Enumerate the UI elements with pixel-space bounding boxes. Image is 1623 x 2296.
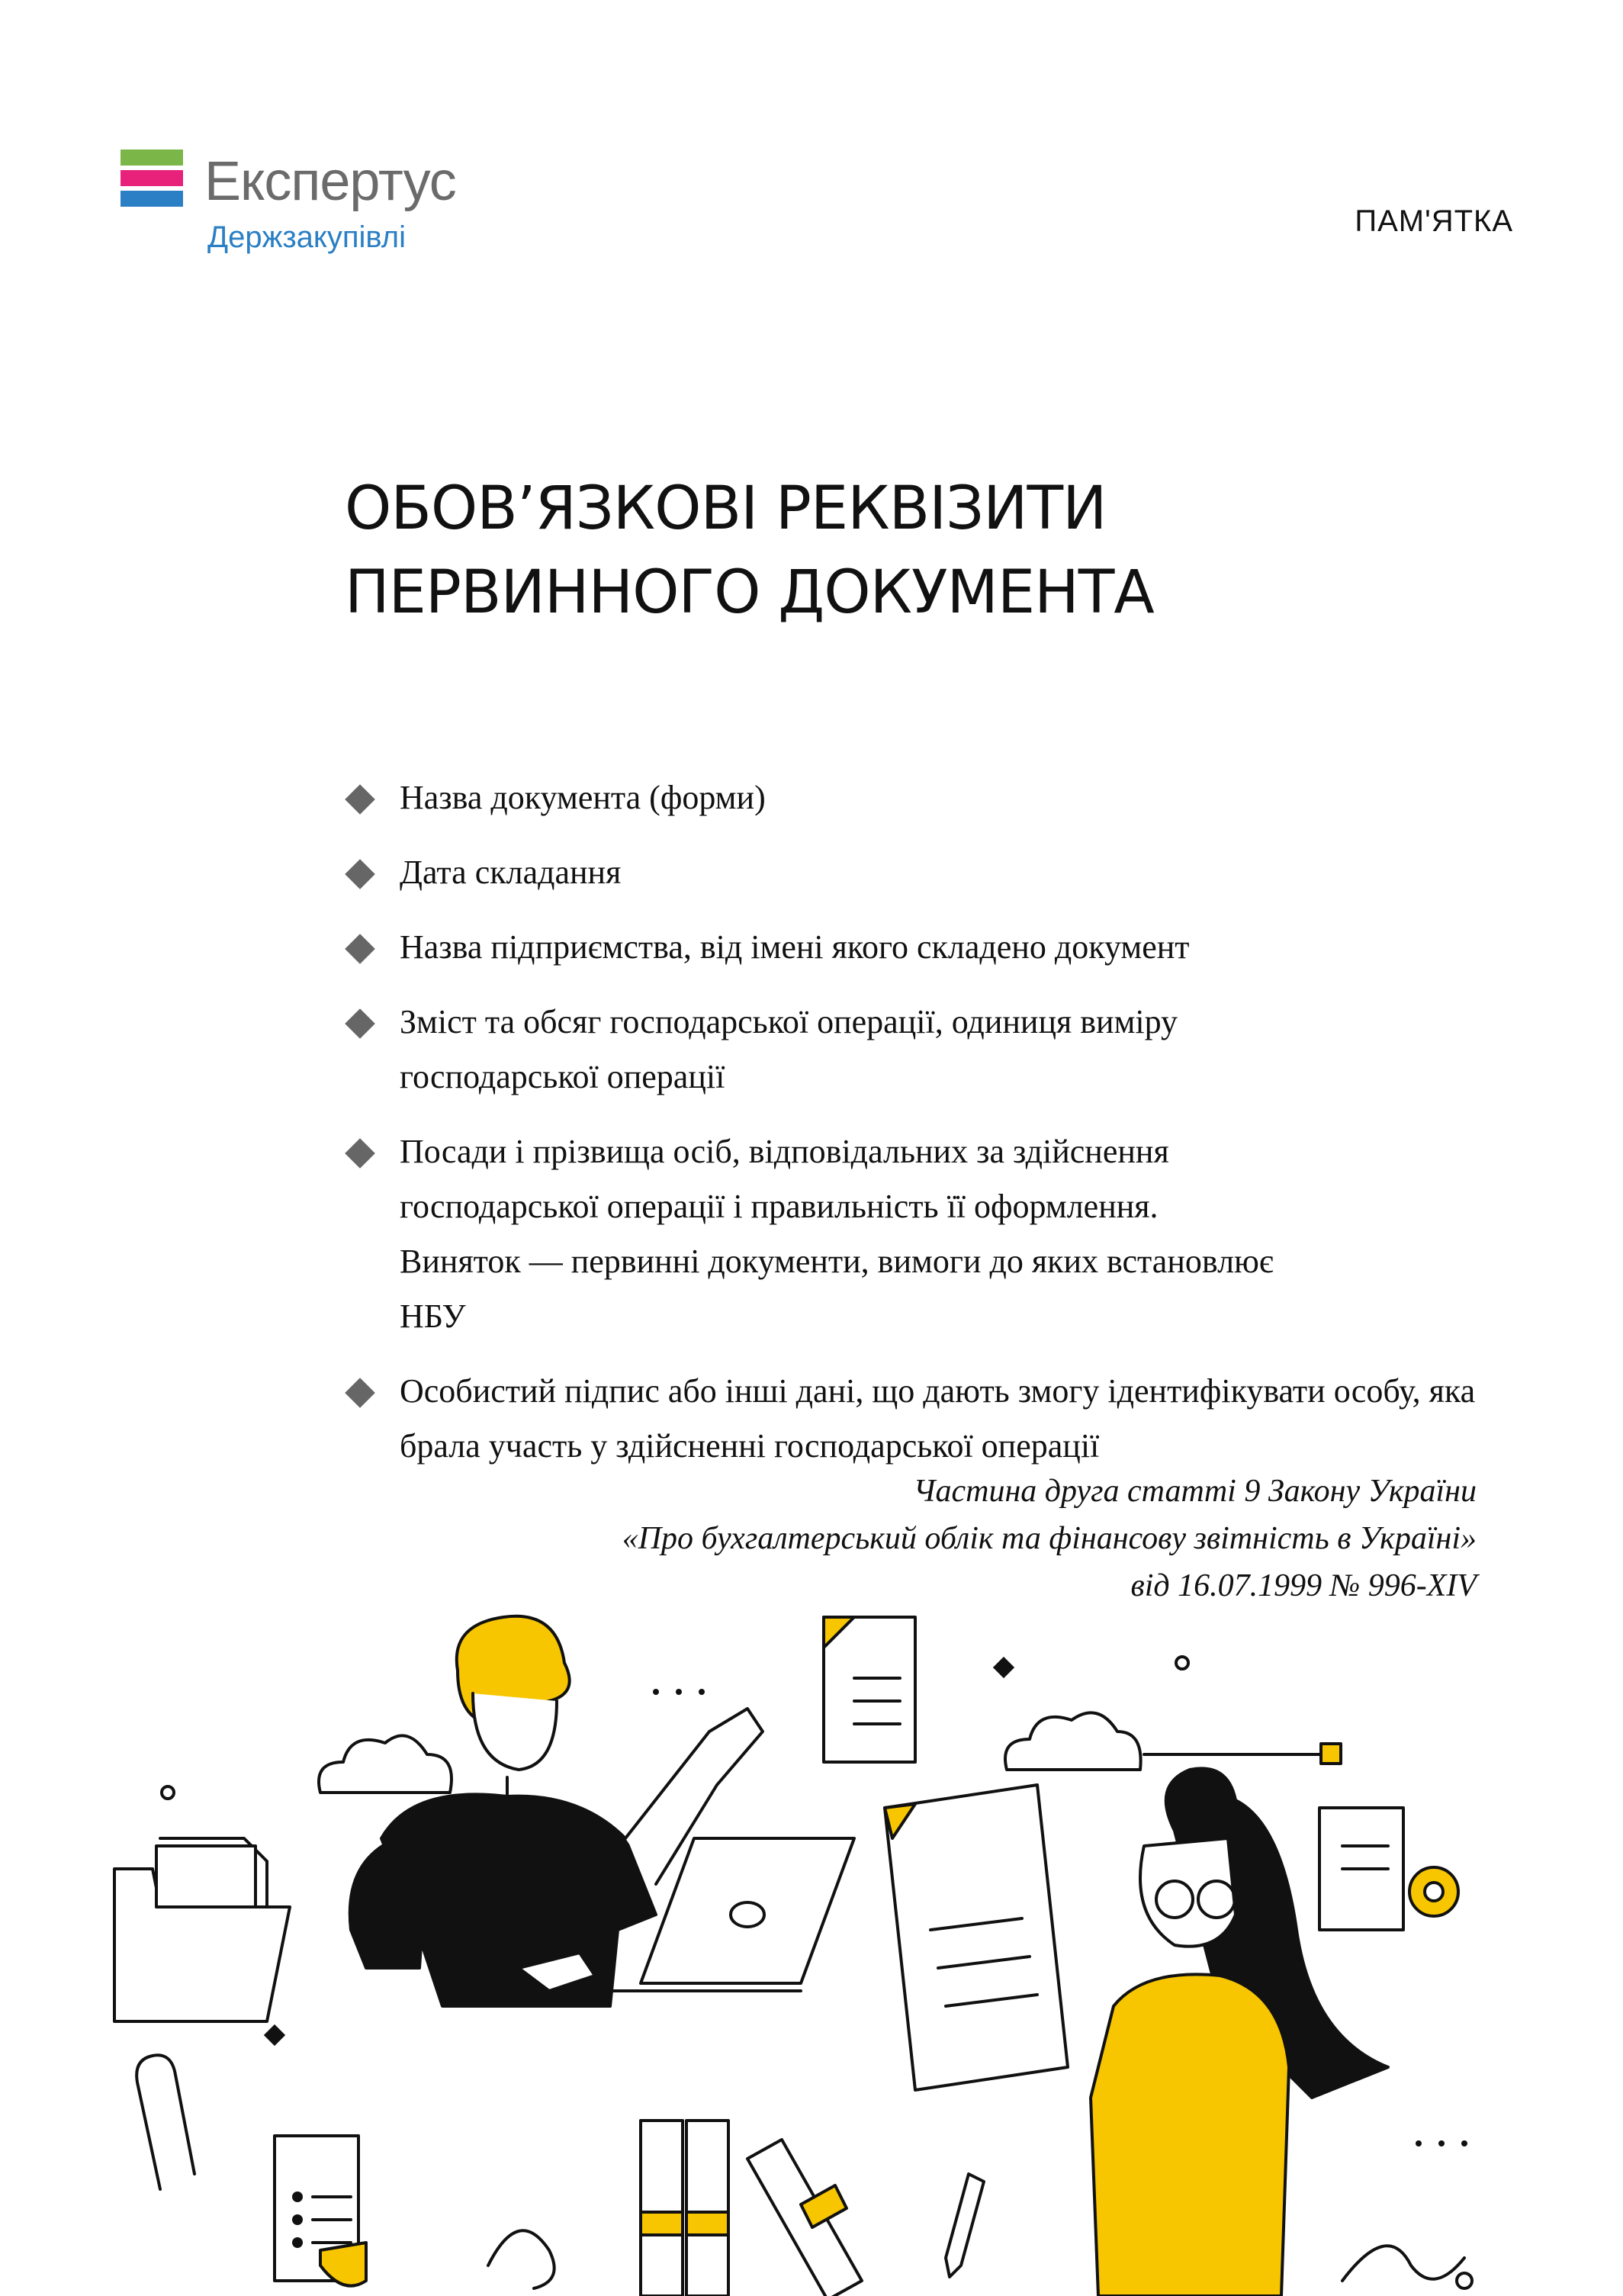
page-title xyxy=(345,467,1489,635)
list-item xyxy=(345,1124,1277,1344)
diamond-bullet-icon xyxy=(345,1378,375,1408)
list-item xyxy=(345,1364,1544,1474)
brand-name: Експертус xyxy=(204,151,456,212)
list-item xyxy=(345,845,1535,900)
diamond-bullet-icon xyxy=(345,1008,375,1039)
document-icon xyxy=(275,2136,366,2286)
office-illustration xyxy=(92,1609,1541,2296)
diamond-bullet-icon xyxy=(345,1138,375,1169)
list-item xyxy=(345,995,1315,1105)
brand-subtitle: Держзакупівлі xyxy=(207,220,406,254)
requisites-list xyxy=(345,770,1535,1494)
list-item-text: Посади і прізвища осіб, відповідальних за здійснення господарської операції і правильність її оформлення. Виняток — первинні документи, вимоги до яких встановлює НБУ xyxy=(400,1133,1274,1335)
cloud-icon xyxy=(1005,1712,1141,1770)
document-type: ПАМ'ЯТКА xyxy=(1355,204,1513,238)
list-item-text: Назва документа (форми) xyxy=(400,779,766,816)
diamond-icon xyxy=(993,1657,1014,1678)
binders-icon xyxy=(641,2121,862,2296)
list-item-text: Назва підприємства, від імені якого складено документ xyxy=(400,928,1190,966)
pen-icon xyxy=(946,2174,984,2277)
circle-dot-icon xyxy=(162,1786,174,1799)
logo-bars-icon xyxy=(121,150,183,211)
citation-line-2: «Про бухгалтерський облік та фінансову звітність в Україні» xyxy=(622,1521,1477,1556)
paperclip-icon xyxy=(137,2055,194,2189)
title-line-1: ОБОВ’ЯЗКОВІ РЕКВІЗИТИ xyxy=(345,474,1107,543)
diamond-bullet-icon xyxy=(345,784,375,815)
cloud-icon xyxy=(319,1735,452,1793)
list-item-text: Дата складання xyxy=(400,854,622,891)
document-icon xyxy=(824,1617,915,1762)
title-line-2: ПЕРВИННОГО ДОКУМЕНТА xyxy=(345,558,1154,627)
diamond-bullet-icon xyxy=(345,934,375,964)
folder-icon xyxy=(114,1838,290,2021)
citation-line-1: Частина друга статті 9 Закону України xyxy=(913,1474,1477,1509)
list-item xyxy=(345,920,1535,975)
list-item xyxy=(345,770,1535,825)
list-item-text: Особистий підпис або інші дані, що дають змогу ідентифікувати особу, яка брала участь у здійсненні господарської операції xyxy=(400,1372,1476,1465)
man-with-laptop-icon xyxy=(350,1616,854,2006)
diamond-bullet-icon xyxy=(345,859,375,889)
law-citation xyxy=(622,1468,1477,1609)
citation-line-3: від 16.07.1999 № 996-XIV xyxy=(1130,1568,1477,1603)
list-item-text: Зміст та обсяг господарської операції, одиниця виміру господарської операції xyxy=(400,1003,1178,1095)
